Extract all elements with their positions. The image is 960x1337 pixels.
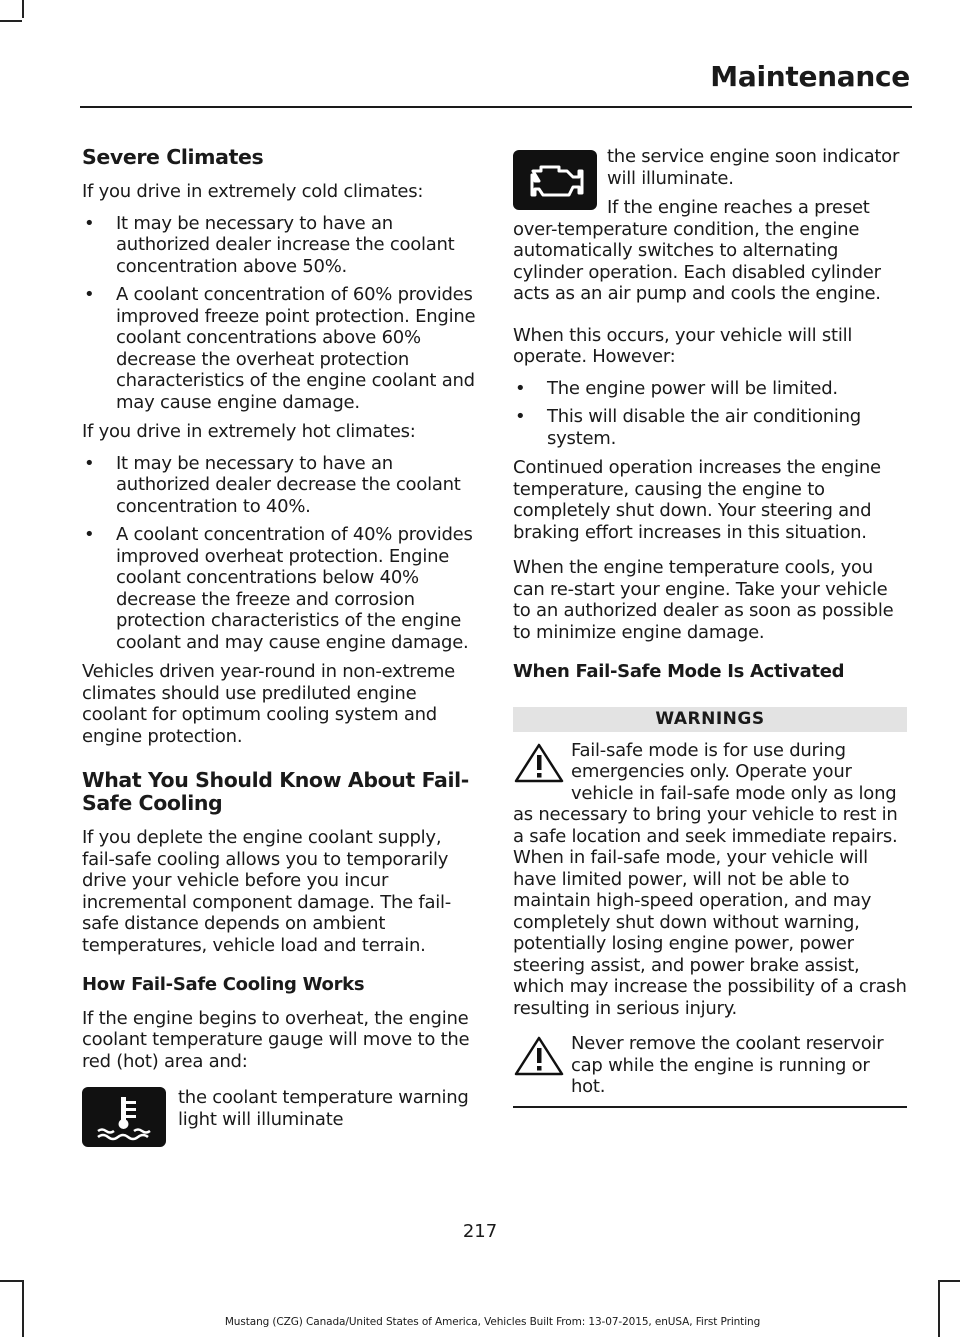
page-number: 217 (462, 1221, 498, 1242)
how-paragraph: If the engine begins to overheat, the engine coolant temperature gauge will move to the red (hot) area and: (82, 1007, 470, 1072)
hot-bullet-list (82, 453, 476, 654)
vehicles-paragraph: Vehicles driven year-round in non-extreme climates should use prediluted engine coolant for optimum cooling system and engine protection. (82, 661, 455, 747)
fail-safe-paragraph: If you deplete the engine coolant supply, fail-safe cooling allows you to temporarily drive your vehicle before you incur incremental component damage. The fail-safe distance depends on ambient temperatures, vehicle load and terrain. (82, 827, 452, 956)
list-item: • It may be necessary to have an authorized dealer increase the coolant concentration above 50%. (82, 213, 476, 278)
engine-indicator-text: the service engine soon indicator will illuminate. (607, 146, 900, 189)
list-item: • The engine power will be limited. (513, 378, 907, 400)
crop-mark (938, 1280, 940, 1337)
continued-paragraph: Continued operation increases the engine temperature, causing the engine to completely shut down. Your steering and braking effort increases in this situation. (513, 457, 881, 543)
left-column (82, 146, 476, 1167)
crop-mark (22, 1280, 24, 1337)
coolant-indicator-text: the coolant temperature warning light will illuminate (178, 1087, 469, 1130)
coolant-temperature-warning-icon (82, 1087, 166, 1147)
cools-paragraph: When the engine temperature cools, you can re-start your engine. Take your vehicle to an authorized dealer as soon as possible to minimize engine damage. (513, 557, 894, 643)
warning-text: Never remove the coolant reservoir cap while the engine is running or hot. (571, 1033, 884, 1097)
warnings-header: WARNINGS (513, 707, 907, 732)
subheading-how-fail-safe-works: How Fail-Safe Cooling Works (82, 974, 365, 995)
section-heading-severe-climates: Severe Climates (82, 145, 264, 169)
cold-bullet-list (82, 213, 476, 414)
crop-mark (0, 20, 22, 22)
preset-paragraph: If the engine reaches a preset over-temperature condition, the engine automatically switches to alternating cylinder operation. Each disabled cylinder acts as an air pump and cools the engine. (513, 197, 881, 304)
crop-mark (940, 1280, 960, 1282)
warning-triangle-icon (513, 742, 565, 784)
warning-block (513, 740, 907, 1020)
subheading-fail-safe-activated: When Fail-Safe Mode Is Activated (513, 661, 845, 682)
occurs-bullet-list (513, 378, 907, 450)
when-occurs-paragraph: When this occurs, your vehicle will still operate. However: (513, 324, 853, 367)
coolant-indicator-row (82, 1087, 476, 1147)
crop-mark (22, 0, 24, 18)
cold-intro: If you drive in extremely cold climates: (82, 181, 424, 202)
warning-triangle-icon (513, 1035, 565, 1077)
list-item: • A coolant concentration of 60% provides improved freeze point protection. Engine coolant concentrations above 60% decrease the overheat protection characteristics of the engine coolant and may cause engine damage. (82, 284, 476, 413)
warning-block (513, 1033, 907, 1098)
list-item: • This will disable the air conditioning system. (513, 406, 907, 449)
warnings-end-rule (513, 1106, 907, 1108)
crop-mark (0, 1280, 22, 1282)
warning-text: Fail-safe mode is for use during emergencies only. Operate your vehicle in fail-safe mode only as long as necessary to bring your vehicle to rest in a safe location and seek immediate repairs. When in fail-safe mode, your vehicle will have limited power, will not be able to maintain high-speed operation, and may completely shut down without warning, potentially losing engine power, power steering assist, and power brake assist, which may increase the possibility of a crash resulting in serious injury. (513, 739, 907, 1019)
list-item: • A coolant concentration of 40% provides improved overheat protection. Engine coolant concentrations below 40% decrease the freeze and corrosion protection characteristics of the engine coolant and may cause engine damage. (82, 524, 476, 653)
list-item: • It may be necessary to have an authorized dealer decrease the coolant concentration to 40%. (82, 453, 476, 518)
hot-intro: If you drive in extremely hot climates: (82, 421, 416, 442)
section-heading-fail-safe-cooling: What You Should Know About Fail-Safe Cooling (82, 768, 469, 815)
right-column (513, 146, 907, 1108)
page-title: Maintenance (710, 60, 910, 93)
service-engine-soon-icon (513, 150, 597, 210)
header-rule (80, 106, 912, 108)
footer-text: Mustang (CZG) Canada/United States of America, Vehicles Built From: 13-07-2015, enUSA, First Printing (224, 1316, 761, 1328)
